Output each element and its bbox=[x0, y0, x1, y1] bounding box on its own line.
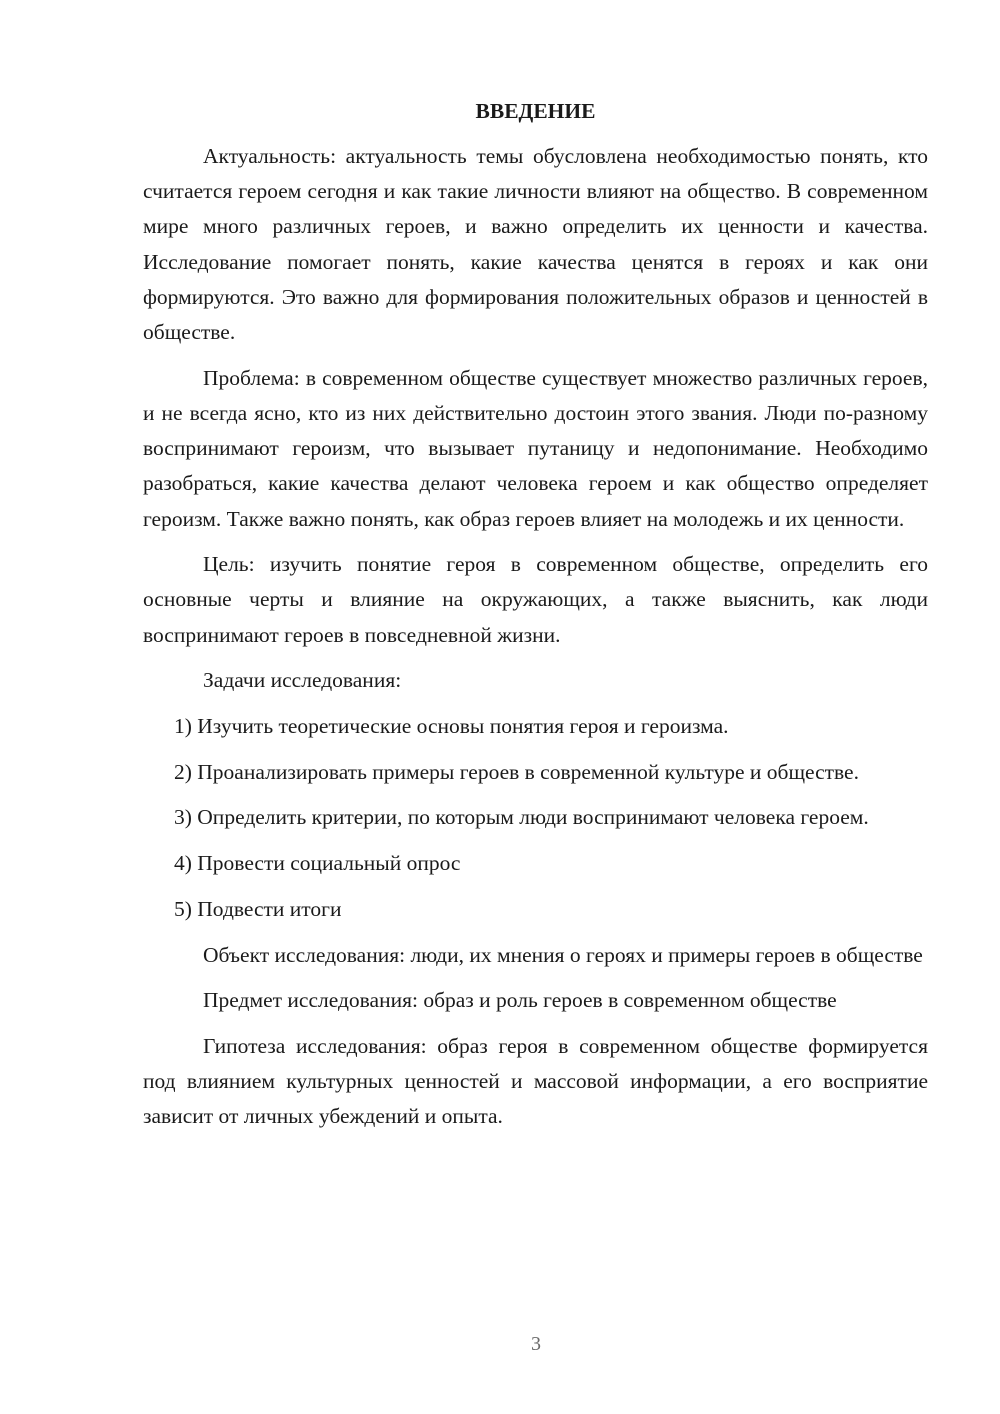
task-item: 4) Провести социальный опрос bbox=[174, 851, 461, 876]
task-item: 3) Определить критерии, по которым люди воспринимают человека героем. bbox=[174, 805, 869, 830]
page-number: 3 bbox=[531, 1333, 541, 1355]
task-item: 1) Изучить теоретические основы понятия героя и героизма. bbox=[174, 714, 729, 739]
page-content bbox=[143, 94, 928, 1145]
tasks-heading: Задачи исследования: bbox=[203, 668, 402, 693]
object-paragraph: Объект исследования: люди, их мнения о героях и примеры героев в обществе bbox=[203, 942, 923, 967]
task-item: 5) Подвести итоги bbox=[174, 896, 342, 921]
hypothesis-paragraph: Гипотеза исследования: образ героя в современном обществе формируется под влиянием культурных ценностей и массовой информации, а его восприятие зависит от личных убеждений и опыта. bbox=[143, 1033, 928, 1129]
subject-paragraph: Предмет исследования: образ и роль героев в современном обществе bbox=[203, 988, 837, 1013]
relevance-paragraph: Актуальность: актуальность темы обусловлена необходимостью понять, кто считается героем сегодня и как такие личности влияют на общество. В современном мире много различных героев, и важно определить их ценности и качества. Исследование помогает понять, какие качества ценятся в героях и как они формируются. Это важно для формирования положительных образов и ценностей в обществе. bbox=[143, 144, 928, 345]
problem-paragraph: Проблема: в современном обществе существует множество различных героев, и не всегда ясно, кто из них действительно достоин этого звания. Люди по-разному воспринимают героизм, что вызывает путаницу и недопонимание. Необходимо разобраться, какие качества делают человека героем и как общество определяет героизм. Также важно понять, как образ героев влияет на молодежь и их ценности. bbox=[143, 365, 928, 531]
task-item: 2) Проанализировать примеры героев в современной культуре и обществе. bbox=[174, 759, 859, 784]
page-title: ВВЕДЕНИЕ bbox=[475, 99, 596, 123]
goal-paragraph: Цель: изучить понятие героя в современном обществе, определить его основные черты и влияние на окружающих, а также выяснить, как люди воспринимают героев в повседневной жизни. bbox=[143, 552, 928, 647]
